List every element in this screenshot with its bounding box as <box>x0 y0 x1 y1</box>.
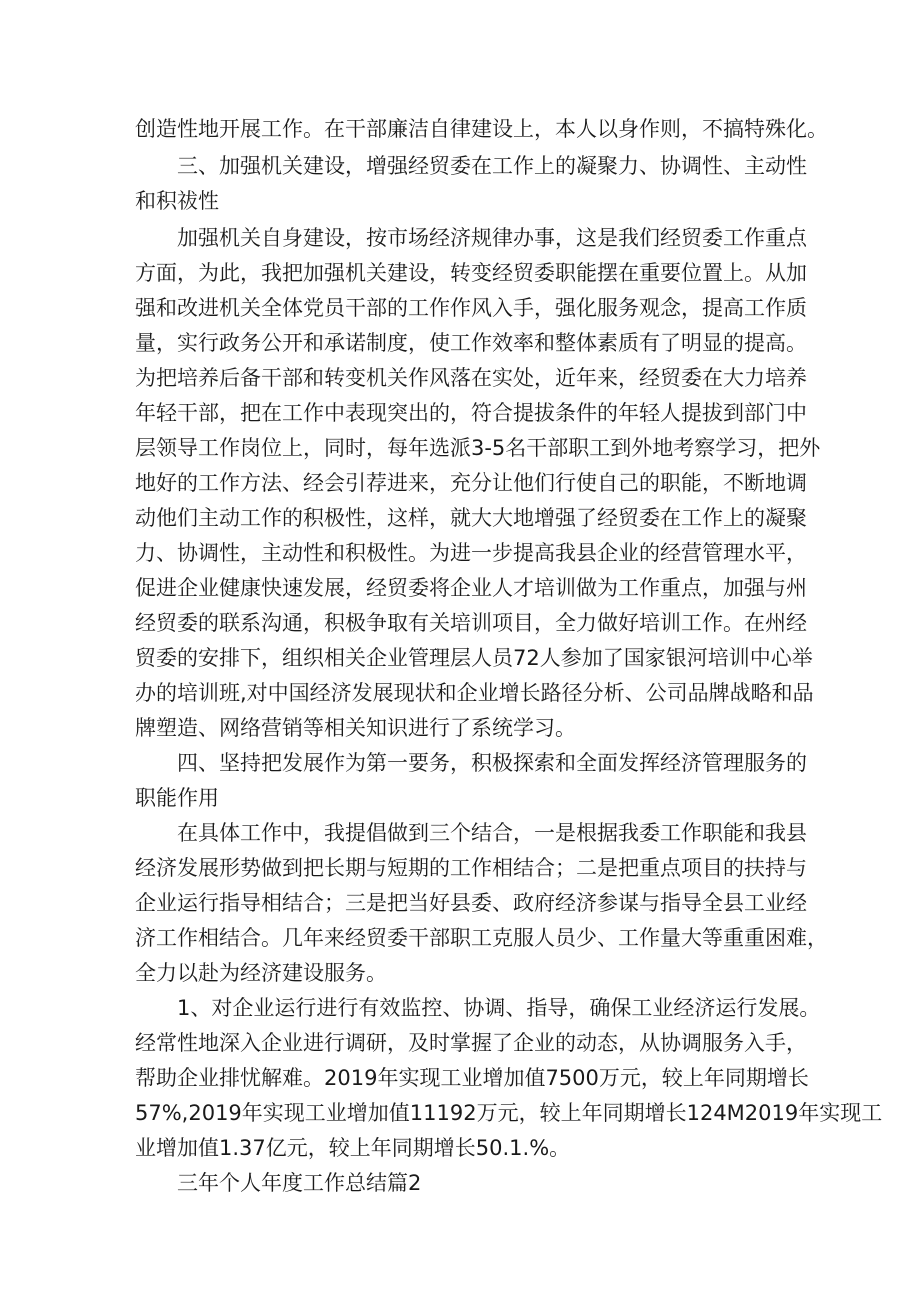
text-line: 创造性地开展工作。在干部廉洁自律建设上，本人以身作则，不搞特殊化。 <box>135 117 828 141</box>
text-line: 经贸委的联系沟通，积极争取有关培训项目，全力做好培训工作。在州经 <box>135 611 807 635</box>
text-line: 方面，为此，我把加强机关建设，转变经贸委职能摆在重要位置上。从加 <box>135 261 807 285</box>
text-line: 量，实行政务公开和承诺制度，使工作效率和整体素质有了明显的提高。 <box>135 331 807 355</box>
text-line: 业增加值1.37亿元，较上年同期增长50.1.%。 <box>135 1136 571 1160</box>
text-line: 牌塑造、网络营销等相关知识进行了系统学习。 <box>135 716 576 740</box>
text-line: 57%,2019年实现工业增加值11192万元，较上年同期增长124M2019年实现工 <box>135 1101 883 1125</box>
text-line: 动他们主动工作的积极性，这样，就大大地增强了经贸委在工作上的凝聚 <box>135 506 807 530</box>
text-line: 企业运行指导相结合；三是把当好县委、政府经济参谋与指导全县工业经 <box>135 891 807 915</box>
paragraph-start-line: 在具体工作中，我提倡做到三个结合，一是根据我委工作职能和我县 <box>177 821 807 845</box>
paragraph-start-line: 三、加强机关建设，增强经贸委在工作上的凝聚力、协调性、主动性 <box>177 154 807 178</box>
text-line: 帮助企业排忧解难。2019年实现工业增加值7500万元，较上年同期增长 <box>135 1066 809 1090</box>
text-line: 职能作用 <box>135 786 219 810</box>
text-line: 和积祓性 <box>135 189 219 213</box>
text-line: 层领导工作岗位上，同时，每年选派3-5名干部职工到外地考察学习，把外 <box>135 436 821 460</box>
paragraph-start-line: 加强机关自身建设，按市场经济规律办事，这是我们经贸委工作重点 <box>177 226 807 250</box>
text-line: 年轻干部，把在工作中表现突出的，符合提拔条件的年轻人提拔到部门中 <box>135 401 807 425</box>
text-line: 地好的工作方法、经会引荐进来，充分让他们行使自己的职能，不断地调 <box>135 471 807 495</box>
text-line: 促进企业健康快速发展，经贸委将企业人才培训做为工作重点，加强与州 <box>135 576 807 600</box>
document-body <box>135 112 883 1201</box>
text-line: 全力以赴为经济建设服务。 <box>135 961 387 985</box>
paragraph-start-line: 三年个人年度工作总结篇2 <box>177 1171 422 1195</box>
text-line: 为把培养后备干部和转变机关作风落在实处，近年来，经贸委在大力培养 <box>135 366 807 390</box>
text-line: 经常性地深入企业进行调研，及时掌握了企业的动态，从协调服务入手， <box>135 1031 807 1055</box>
text-line: 办的培训班,对中国经济发展现状和企业增长路径分析、公司品牌战略和品 <box>135 681 814 705</box>
text-line: 力、协调性，主动性和积极性。为进一步提高我县企业的经营管理水平， <box>135 541 807 565</box>
text-line: 经济发展形势做到把长期与短期的工作相结合；二是把重点项目的扶持与 <box>135 856 807 880</box>
paragraph-start-line: 四、坚持把发展作为第一要务，积极探索和全面发挥经济管理服务的 <box>177 751 807 775</box>
text-line: 贸委的安排下，组织相关企业管理层人员72人参加了国家银河培训中心举 <box>135 646 813 670</box>
text-line: 济工作相结合。几年来经贸委干部职工克服人员少、工作量大等重重困难， <box>135 926 828 950</box>
text-line: 强和改进机关全体党员干部的工作作风入手，强化服务观念，提高工作质 <box>135 296 807 320</box>
paragraph-start-line: 1、对企业运行进行有效监控、协调、指导，确保工业经济运行发展。 <box>177 996 821 1020</box>
